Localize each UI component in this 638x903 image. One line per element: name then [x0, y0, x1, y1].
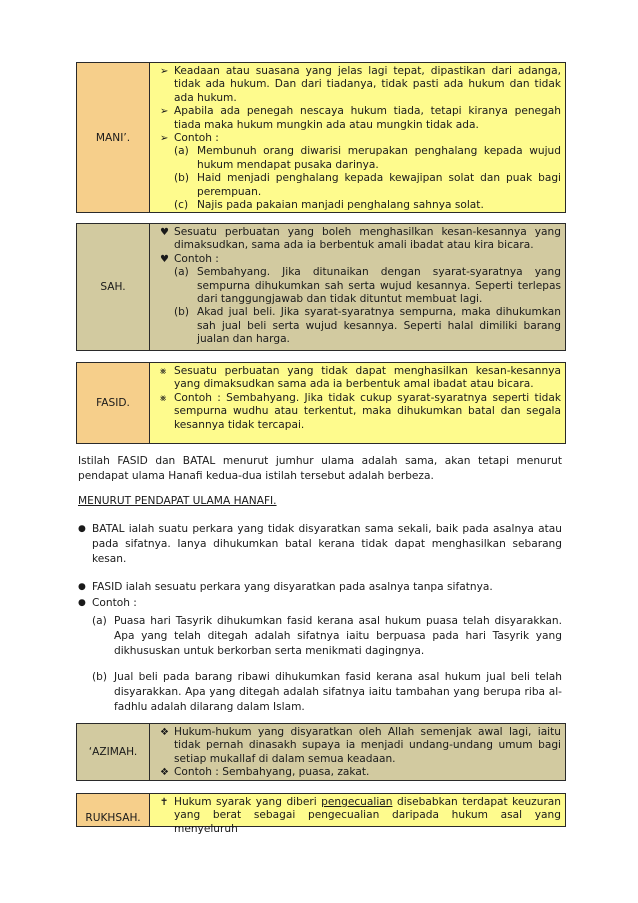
fasid-bullet [78, 580, 562, 595]
mani-point: Keadaan atau suasana yang jelas lagi tepat, dipastikan dari adanga, tidak ada hukum. Dan dari tiadanya, tidak pasti ada hukum dan tidak ada hukum. [174, 65, 561, 104]
diamond-icon: ❖ [160, 767, 169, 779]
example-number: (b) [174, 306, 189, 319]
example-number: (a) [92, 615, 107, 627]
cross-icon: ✝ [160, 797, 169, 808]
diamond-icon: ❖ [160, 727, 169, 738]
azimah-label: ‘AZIMAH. [77, 724, 150, 780]
bullet-icon: ● [78, 598, 86, 608]
example-number: (c) [174, 199, 189, 212]
mani-example: Najis pada pakaian manjadi penghalang sahnya solat. [197, 199, 484, 212]
cross-icon: ⨳ [160, 392, 167, 404]
rukhsah-text [174, 796, 561, 836]
batal-bullet [78, 522, 562, 567]
fasid-text: FASID ialah sesuatu perkara yang disyaratkan pada asalnya tanpa sifatnya. [92, 581, 493, 593]
heart-icon: ♥ [160, 253, 169, 265]
azimah-content [150, 724, 565, 780]
example-number: (b) [92, 671, 107, 683]
azimah-table [76, 723, 566, 781]
arrow-icon: ➢ [160, 133, 169, 145]
contoh-text: Contoh : [92, 597, 137, 609]
body-example [92, 614, 562, 659]
bullet-icon: ● [78, 524, 86, 534]
sah-point: Contoh : [174, 252, 219, 265]
mani-point: Apabila ada penegah nescaya hukum tiada, tetapi kiranya penegah tiada maka hukum mungkin ada atau mungkin tidak ada. [174, 105, 561, 131]
mani-example: Haid menjadi penghalang kepada kewajipan solat dan puak bagi perempuan. [197, 172, 561, 198]
rukhsah-label: RUKHSAH. [77, 794, 150, 826]
sah-example: Akad jual beli. Jika syarat-syaratnya sempurna, maka dihukumkan sah jual beli serta wujud kesannya. Seperti halal dimiliki barang jualan dan harga. [197, 306, 561, 346]
rukhsah-underlined: pengecualian [321, 796, 393, 808]
example-text: Jual beli pada barang ribawi dihukumkan fasid kerana asal hukum jual beli telah disyarakkan. Apa yang ditegah adalah sifatnya iaitu tambahan yang berupa riba al-fadhlu adalah dilarang dalam Islam. [114, 671, 562, 713]
azimah-point: Contoh : Sembahyang, puasa, zakat. [174, 766, 370, 779]
example-number: (a) [174, 266, 189, 279]
example-text: Puasa hari Tasyrik dihukumkan fasid kerana asal hukum puasa telah disyarakkan. Apa yang telah ditegah adalah sifatnya iaitu berpuasa pada hari Tasyrik yang dikhususkan untuk berkorban serta menikmati dagingnya. [114, 615, 562, 657]
batal-text: BATAL ialah suatu perkara yang tidak disyaratkan sama sekali, baik pada asalnya atau pada sifatnya. Ianya dihukumkan batal kerana tidak dapat menghasilkan sebarang kesan. [92, 523, 562, 565]
azimah-point: Hukum-hukum yang disyaratkan oleh Allah semenjak awal lagi, iaitu tidak pernah dinasakh supaya ia menjadi undang-undang umum bagi setiap mukallaf di dalam semua keadaan. [174, 726, 561, 765]
bullet-icon: ● [78, 582, 86, 592]
fasid-content [150, 363, 565, 443]
mani-table [76, 62, 566, 213]
cross-icon: ⨳ [160, 366, 167, 377]
arrow-icon: ➢ [160, 66, 169, 77]
mani-label: MANI’. [77, 63, 150, 212]
fasid-point: Contoh : Sembahyang. Jika tidak cukup syarat-syaratnya seperti tidak sempurna wudhu atau terkentut, maka dihukumkan batal dan segala kesannya tidak tercapai. [174, 391, 561, 431]
arrow-icon: ➢ [160, 106, 169, 118]
sah-content [150, 224, 565, 350]
sah-label: SAH. [77, 224, 150, 350]
fasid-table [76, 362, 566, 444]
mani-content [150, 63, 565, 212]
rukhsah-text-pre: Hukum syarak yang diberi [174, 796, 322, 808]
body-example [92, 670, 562, 715]
contoh-bullet [78, 596, 562, 611]
rukhsah-text-post: disebabkan terdapat keuzuran yang berat sebagai pengecualian daripada hukum asal yang menyeluruh [174, 796, 562, 835]
example-number: (b) [174, 172, 189, 185]
sah-table [76, 223, 566, 351]
intro-paragraph: Istilah FASID dan BATAL menurut jumhur ulama adalah sama, akan tetapi menurut pendapat ulama Hanafi kedua-dua istilah tersebut adalah berbeza. [78, 455, 562, 482]
sah-example: Sembahyang. Jika ditunaikan dengan syarat-syaratnya yang sempurna dihukumkan sah serta wujud kesannya. Seperti terlepas dari tanggungjawab dan tidak dituntut membuat lagi. [197, 266, 561, 306]
rukhsah-content [150, 794, 565, 835]
section-heading: MENURUT PENDAPAT ULAMA HANAFI. [78, 495, 277, 507]
example-number: (a) [174, 145, 189, 158]
rukhsah-table [76, 793, 566, 835]
sah-point: Sesuatu perbuatan yang boleh menghasilkan kesan-kesannya yang dimaksudkan, sama ada ia berbentuk amali ibadat atau kira bicara. [174, 226, 561, 252]
fasid-point: Sesuatu perbuatan yang tidak dapat menghasilkan kesan-kesannya yang dimaksudkan sama ada ia berbentuk amal ibadat atau bicara. [174, 365, 561, 391]
mani-example: Membunuh orang diwarisi merupakan penghalang kepada wujud hukum mendapat pusaka darinya. [197, 145, 561, 171]
mani-point: Contoh : [174, 132, 219, 145]
fasid-label: FASID. [77, 363, 150, 443]
heart-icon: ♥ [160, 227, 169, 238]
